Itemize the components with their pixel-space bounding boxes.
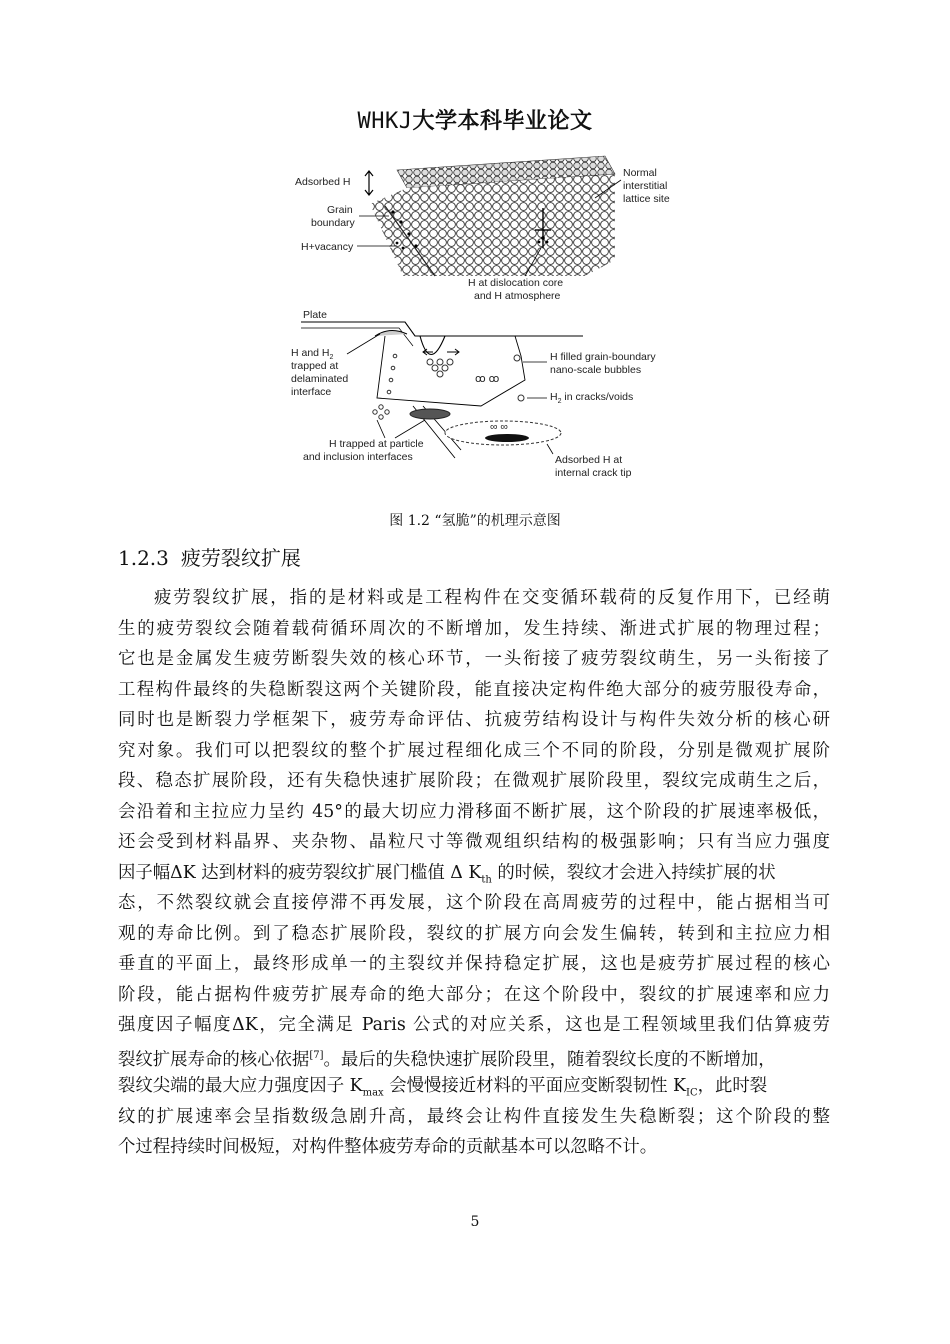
paragraph-line: 个过程持续时间极短，对构件整体疲劳寿命的贡献基本可以忽略不计。 xyxy=(118,1137,658,1157)
label-inclusion-interfaces: and inclusion interfaces xyxy=(303,451,413,463)
label-trapped-at: trapped at xyxy=(291,360,339,372)
label-delaminated: delaminated xyxy=(291,373,349,385)
label-h-filled: H filled grain-boundary xyxy=(550,351,656,363)
section-title: 疲劳裂纹扩展 xyxy=(180,546,301,570)
figure-caption: 图 1.2 “氢脆”的机理示意图 xyxy=(389,513,561,529)
label-h-and-h2: H and $H_2$ xyxy=(291,347,334,361)
paragraph-line: 态，不然裂纹就会直接停滞不再发展，这个阶段在高周疲劳的过程中，能占据相当可 xyxy=(118,893,830,913)
label-nano-bubbles: nano-scale bubbles xyxy=(550,364,642,376)
paragraph-line: 生的疲劳裂纹会随着载荷循环周次的不断增加，发生持续、渐进式扩展的物理过程； xyxy=(118,618,830,639)
adsorbed-arrow-icon xyxy=(365,171,373,195)
header-latin: WHKJ xyxy=(357,109,413,134)
label-adsorbed-h2: Adsorbed H at xyxy=(555,454,623,466)
label-h2-cracks: $H_2$ in cracks/voids xyxy=(550,391,634,405)
svg-text:∞ ∞: ∞ ∞ xyxy=(490,421,508,433)
label-h-vacancy: H+vacancy xyxy=(301,241,354,253)
citation-7[interactable]: [7] xyxy=(309,1049,324,1061)
paragraph-line: 纹的扩展速率会呈指数级急剧升高，最终会让构件直接发生失稳断裂；这个阶段的整 xyxy=(118,1106,830,1127)
lattice-diagram xyxy=(370,156,615,276)
label-h-atmosphere: and H atmosphere xyxy=(474,290,561,302)
page-header xyxy=(0,104,950,135)
label-adsorbed-h: Adsorbed H xyxy=(295,176,351,188)
paragraph-line: 裂纹尖端的最大应力强度因子 $K_{max}$ 会慢慢接近材料的平面应变断裂韧性 $K_{IC}$，此时裂 xyxy=(118,1076,768,1099)
label-lattice-site: lattice site xyxy=(623,193,670,205)
label-plate: Plate xyxy=(303,309,327,321)
paragraph-line: 阶段，能占据构件疲劳扩展寿命的绝大部分；在这个阶段中，裂纹的扩展速率和应力 xyxy=(118,984,830,1005)
lattice-front-face xyxy=(370,174,615,276)
paragraph-line: 还会受到材料晶界、夹杂物、晶粒尺寸等微观组织结构的极强影响；只有当应力强度 xyxy=(118,832,830,852)
label-interface: interface xyxy=(291,386,332,398)
paragraph-line: 垂直的平面上，最终形成单一的主裂纹并保持稳定扩展，这也是疲劳扩展过程的核心 xyxy=(118,954,830,974)
header-title: 大学本科毕业论文 xyxy=(412,109,593,134)
hydrogen-embrittlement-figure xyxy=(285,148,685,488)
label-grain: Grain xyxy=(327,204,353,216)
paragraph-line: 疲劳裂纹扩展，指的是材料或是工程构件在交变循环载荷的反复作用下，已经萌 xyxy=(154,588,830,608)
page-number: 5 xyxy=(470,1214,480,1230)
paragraph-line: 裂纹扩展寿命的核心依据[7]。最后的失稳快速扩展阶段里，随着裂纹长度的不断增加， xyxy=(118,1049,776,1070)
label-normal: Normal xyxy=(623,167,657,179)
paragraph-line: 工程构件最终的失稳断裂这两个关键阶段，能直接决定构件绝大部分的疲劳服役寿命， xyxy=(118,679,830,700)
section-heading xyxy=(118,542,301,571)
dislocation-symbols: ꝏ ꝏ xyxy=(475,373,500,385)
label-internal-crack-tip: internal crack tip xyxy=(555,467,632,479)
label-boundary: boundary xyxy=(311,217,355,229)
paragraph-line: 它也是金属发生疲劳断裂失效的核心环节，一头衔接了疲劳裂纹萌生，另一头衔接了 xyxy=(118,649,830,669)
label-h-trapped-particle: H trapped at particle xyxy=(329,438,424,450)
paragraph-line: 段、稳态扩展阶段，还有失稳快速扩展阶段；在微观扩展阶段里，裂纹完成萌生之后， xyxy=(118,771,830,791)
grain-outline xyxy=(377,336,525,406)
body-paragraph xyxy=(118,583,830,1163)
label-interstitial: interstitial xyxy=(623,180,668,192)
label-h-dislocation: H at dislocation core xyxy=(468,277,564,289)
figure-svg xyxy=(285,148,685,488)
paragraph-line: 究对象。我们可以把裂纹的整个扩展过程细化成三个不同的阶段，分别是微观扩展阶 xyxy=(118,740,830,761)
paragraph-line: 观的寿命比例。到了稳态扩展阶段，裂纹的扩展方向会发生偏转，转到和主拉应力相 xyxy=(118,923,830,944)
paragraph-line: 同时也是断裂力学框架下，疲劳寿命评估、抗疲劳结构设计与构件失效分析的核心研 xyxy=(118,710,830,730)
paragraph-line: 因子幅ΔK 达到材料的疲劳裂纹扩展门槛值 Δ $K_{th}$ 的时候，裂纹才会进入持续扩展的状 xyxy=(118,862,776,885)
section-number: 1.2.3 xyxy=(118,546,169,570)
paragraph-line: 会沿着和主拉应力呈约 45°的最大切应力滑移面不断扩展，这个阶段的扩展速率极低， xyxy=(118,801,830,822)
paragraph-line: 强度因子幅度ΔK，完全满足 Paris 公式的对应关系，这也是工程领域里我们估算疲劳 xyxy=(118,1015,830,1035)
